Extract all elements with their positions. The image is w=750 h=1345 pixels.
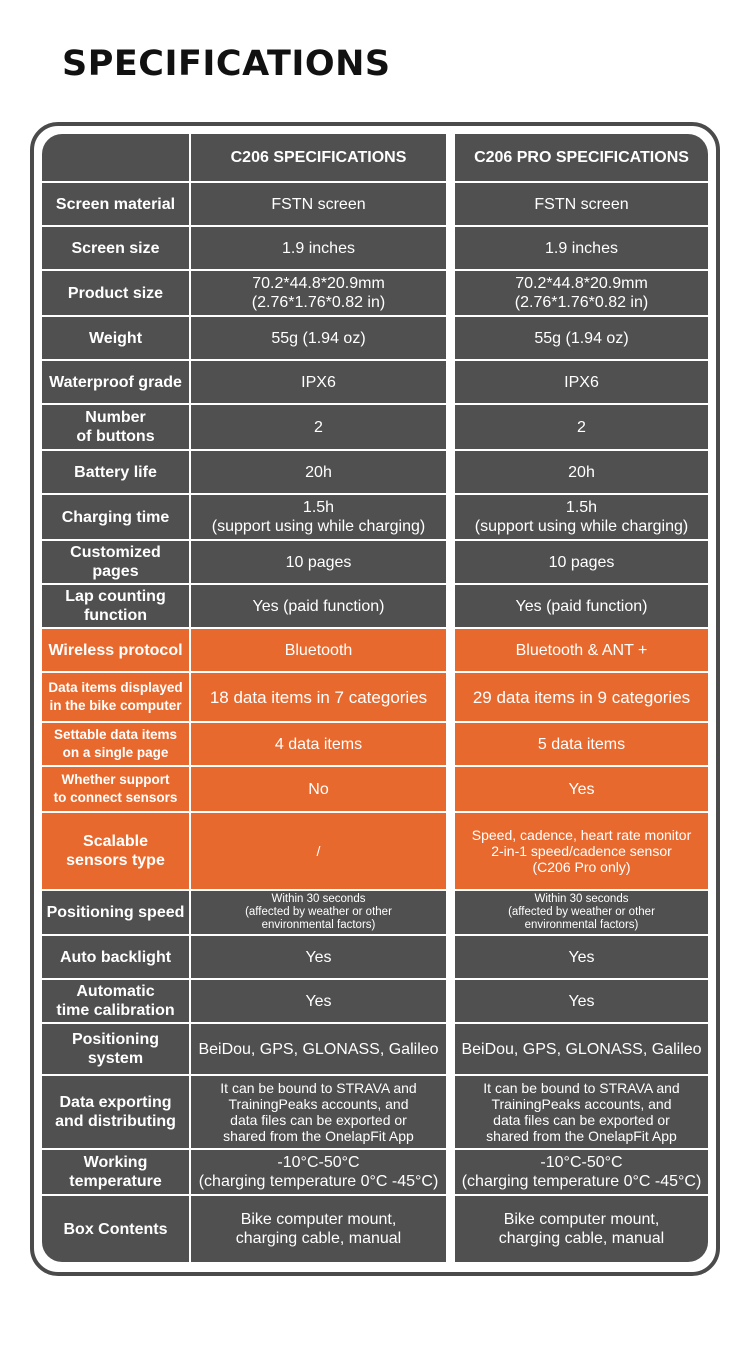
table-row <box>42 183 708 225</box>
spec-table <box>42 134 708 1262</box>
table-row <box>42 891 708 934</box>
row-label: Positioning speed <box>42 891 189 934</box>
table-row <box>42 1150 708 1194</box>
table-row <box>42 317 708 359</box>
c206-pro-value: BeiDou, GPS, GLONASS, Galileo <box>455 1024 708 1074</box>
row-label: Scalable sensors type <box>42 813 189 889</box>
c206-value: BeiDou, GPS, GLONASS, Galileo <box>191 1024 446 1074</box>
table-row <box>42 980 708 1022</box>
c206-pro-value: 1.9 inches <box>455 227 708 269</box>
row-label: Waterproof grade <box>42 361 189 403</box>
c206-value: Yes <box>191 980 446 1022</box>
table-row <box>42 585 708 627</box>
row-label: Wireless protocol <box>42 629 189 671</box>
c206-value: 1.5h (support using while charging) <box>191 495 446 539</box>
table-row <box>42 1024 708 1074</box>
c206-value: -10°C-50°C (charging temperature 0°C -45°C) <box>191 1150 446 1194</box>
row-label: Automatic time calibration <box>42 980 189 1022</box>
c206-pro-value: 1.5h (support using while charging) <box>455 495 708 539</box>
table-row-highlighted <box>42 813 708 889</box>
header-c206: C206 SPECIFICATIONS <box>191 134 446 181</box>
table-row <box>42 1076 708 1148</box>
table-row <box>42 405 708 449</box>
c206-pro-value: Bluetooth & ANT + <box>455 629 708 671</box>
row-label: Data exporting and distributing <box>42 1076 189 1148</box>
row-label: Whether support to connect sensors <box>42 767 189 811</box>
c206-pro-value: 70.2*44.8*20.9mm (2.76*1.76*0.82 in) <box>455 271 708 315</box>
row-label: Screen size <box>42 227 189 269</box>
c206-value: Bluetooth <box>191 629 446 671</box>
c206-value: FSTN screen <box>191 183 446 225</box>
table-row-highlighted <box>42 767 708 811</box>
c206-value: Bike computer mount, charging cable, manual <box>191 1196 446 1262</box>
table-row-highlighted <box>42 629 708 671</box>
c206-value: 20h <box>191 451 446 493</box>
page-title: SPECIFICATIONS <box>62 44 391 84</box>
c206-pro-value: 20h <box>455 451 708 493</box>
c206-pro-value: 2 <box>455 405 708 449</box>
table-row <box>42 541 708 583</box>
c206-value: 10 pages <box>191 541 446 583</box>
c206-pro-value: FSTN screen <box>455 183 708 225</box>
row-label: Charging time <box>42 495 189 539</box>
table-row-highlighted <box>42 723 708 765</box>
c206-value: IPX6 <box>191 361 446 403</box>
table-row <box>42 495 708 539</box>
c206-pro-value: IPX6 <box>455 361 708 403</box>
row-label: Battery life <box>42 451 189 493</box>
c206-value: Yes <box>191 936 446 978</box>
row-label: Lap counting function <box>42 585 189 627</box>
table-row <box>42 451 708 493</box>
table-row <box>42 227 708 269</box>
table-row <box>42 936 708 978</box>
c206-pro-value: 55g (1.94 oz) <box>455 317 708 359</box>
c206-value: 4 data items <box>191 723 446 765</box>
header-c206-pro: C206 PRO SPECIFICATIONS <box>455 134 708 181</box>
row-label: Auto backlight <box>42 936 189 978</box>
row-label: Box Contents <box>42 1196 189 1262</box>
c206-pro-value: -10°C-50°C (charging temperature 0°C -45°C) <box>455 1150 708 1194</box>
row-label: Data items displayed in the bike computer <box>42 673 189 721</box>
header-corner <box>42 134 189 181</box>
row-label: Customized pages <box>42 541 189 583</box>
c206-pro-value: Speed, cadence, heart rate monitor 2-in-1 speed/cadence sensor (C206 Pro only) <box>455 813 708 889</box>
c206-pro-value: 5 data items <box>455 723 708 765</box>
row-label: Settable data items on a single page <box>42 723 189 765</box>
row-label: Working temperature <box>42 1150 189 1194</box>
table-row <box>42 1196 708 1262</box>
table-row-highlighted <box>42 673 708 721</box>
table-row <box>42 361 708 403</box>
c206-pro-value: Bike computer mount, charging cable, manual <box>455 1196 708 1262</box>
c206-pro-value: Within 30 seconds (affected by weather or other environmental factors) <box>455 891 708 934</box>
c206-pro-value: 10 pages <box>455 541 708 583</box>
c206-value: 55g (1.94 oz) <box>191 317 446 359</box>
c206-pro-value: Yes <box>455 936 708 978</box>
c206-value: It can be bound to STRAVA and TrainingPeaks accounts, and data files can be exported or shared from the OnelapFit App <box>191 1076 446 1148</box>
c206-value: Yes (paid function) <box>191 585 446 627</box>
header-row <box>42 134 708 181</box>
row-label: Product size <box>42 271 189 315</box>
c206-pro-value: Yes <box>455 767 708 811</box>
c206-value: 18 data items in 7 categories <box>191 673 446 721</box>
row-label: Number of buttons <box>42 405 189 449</box>
c206-value: 2 <box>191 405 446 449</box>
row-label: Positioning system <box>42 1024 189 1074</box>
c206-value: / <box>191 813 446 889</box>
table-row <box>42 271 708 315</box>
c206-pro-value: Yes <box>455 980 708 1022</box>
c206-value: 1.9 inches <box>191 227 446 269</box>
c206-pro-value: 29 data items in 9 categories <box>455 673 708 721</box>
row-label: Weight <box>42 317 189 359</box>
c206-value: 70.2*44.8*20.9mm (2.76*1.76*0.82 in) <box>191 271 446 315</box>
c206-pro-value: Yes (paid function) <box>455 585 708 627</box>
c206-value: No <box>191 767 446 811</box>
c206-pro-value: It can be bound to STRAVA and TrainingPeaks accounts, and data files can be exported or shared from the OnelapFit App <box>455 1076 708 1148</box>
c206-value: Within 30 seconds (affected by weather or other environmental factors) <box>191 891 446 934</box>
row-label: Screen material <box>42 183 189 225</box>
